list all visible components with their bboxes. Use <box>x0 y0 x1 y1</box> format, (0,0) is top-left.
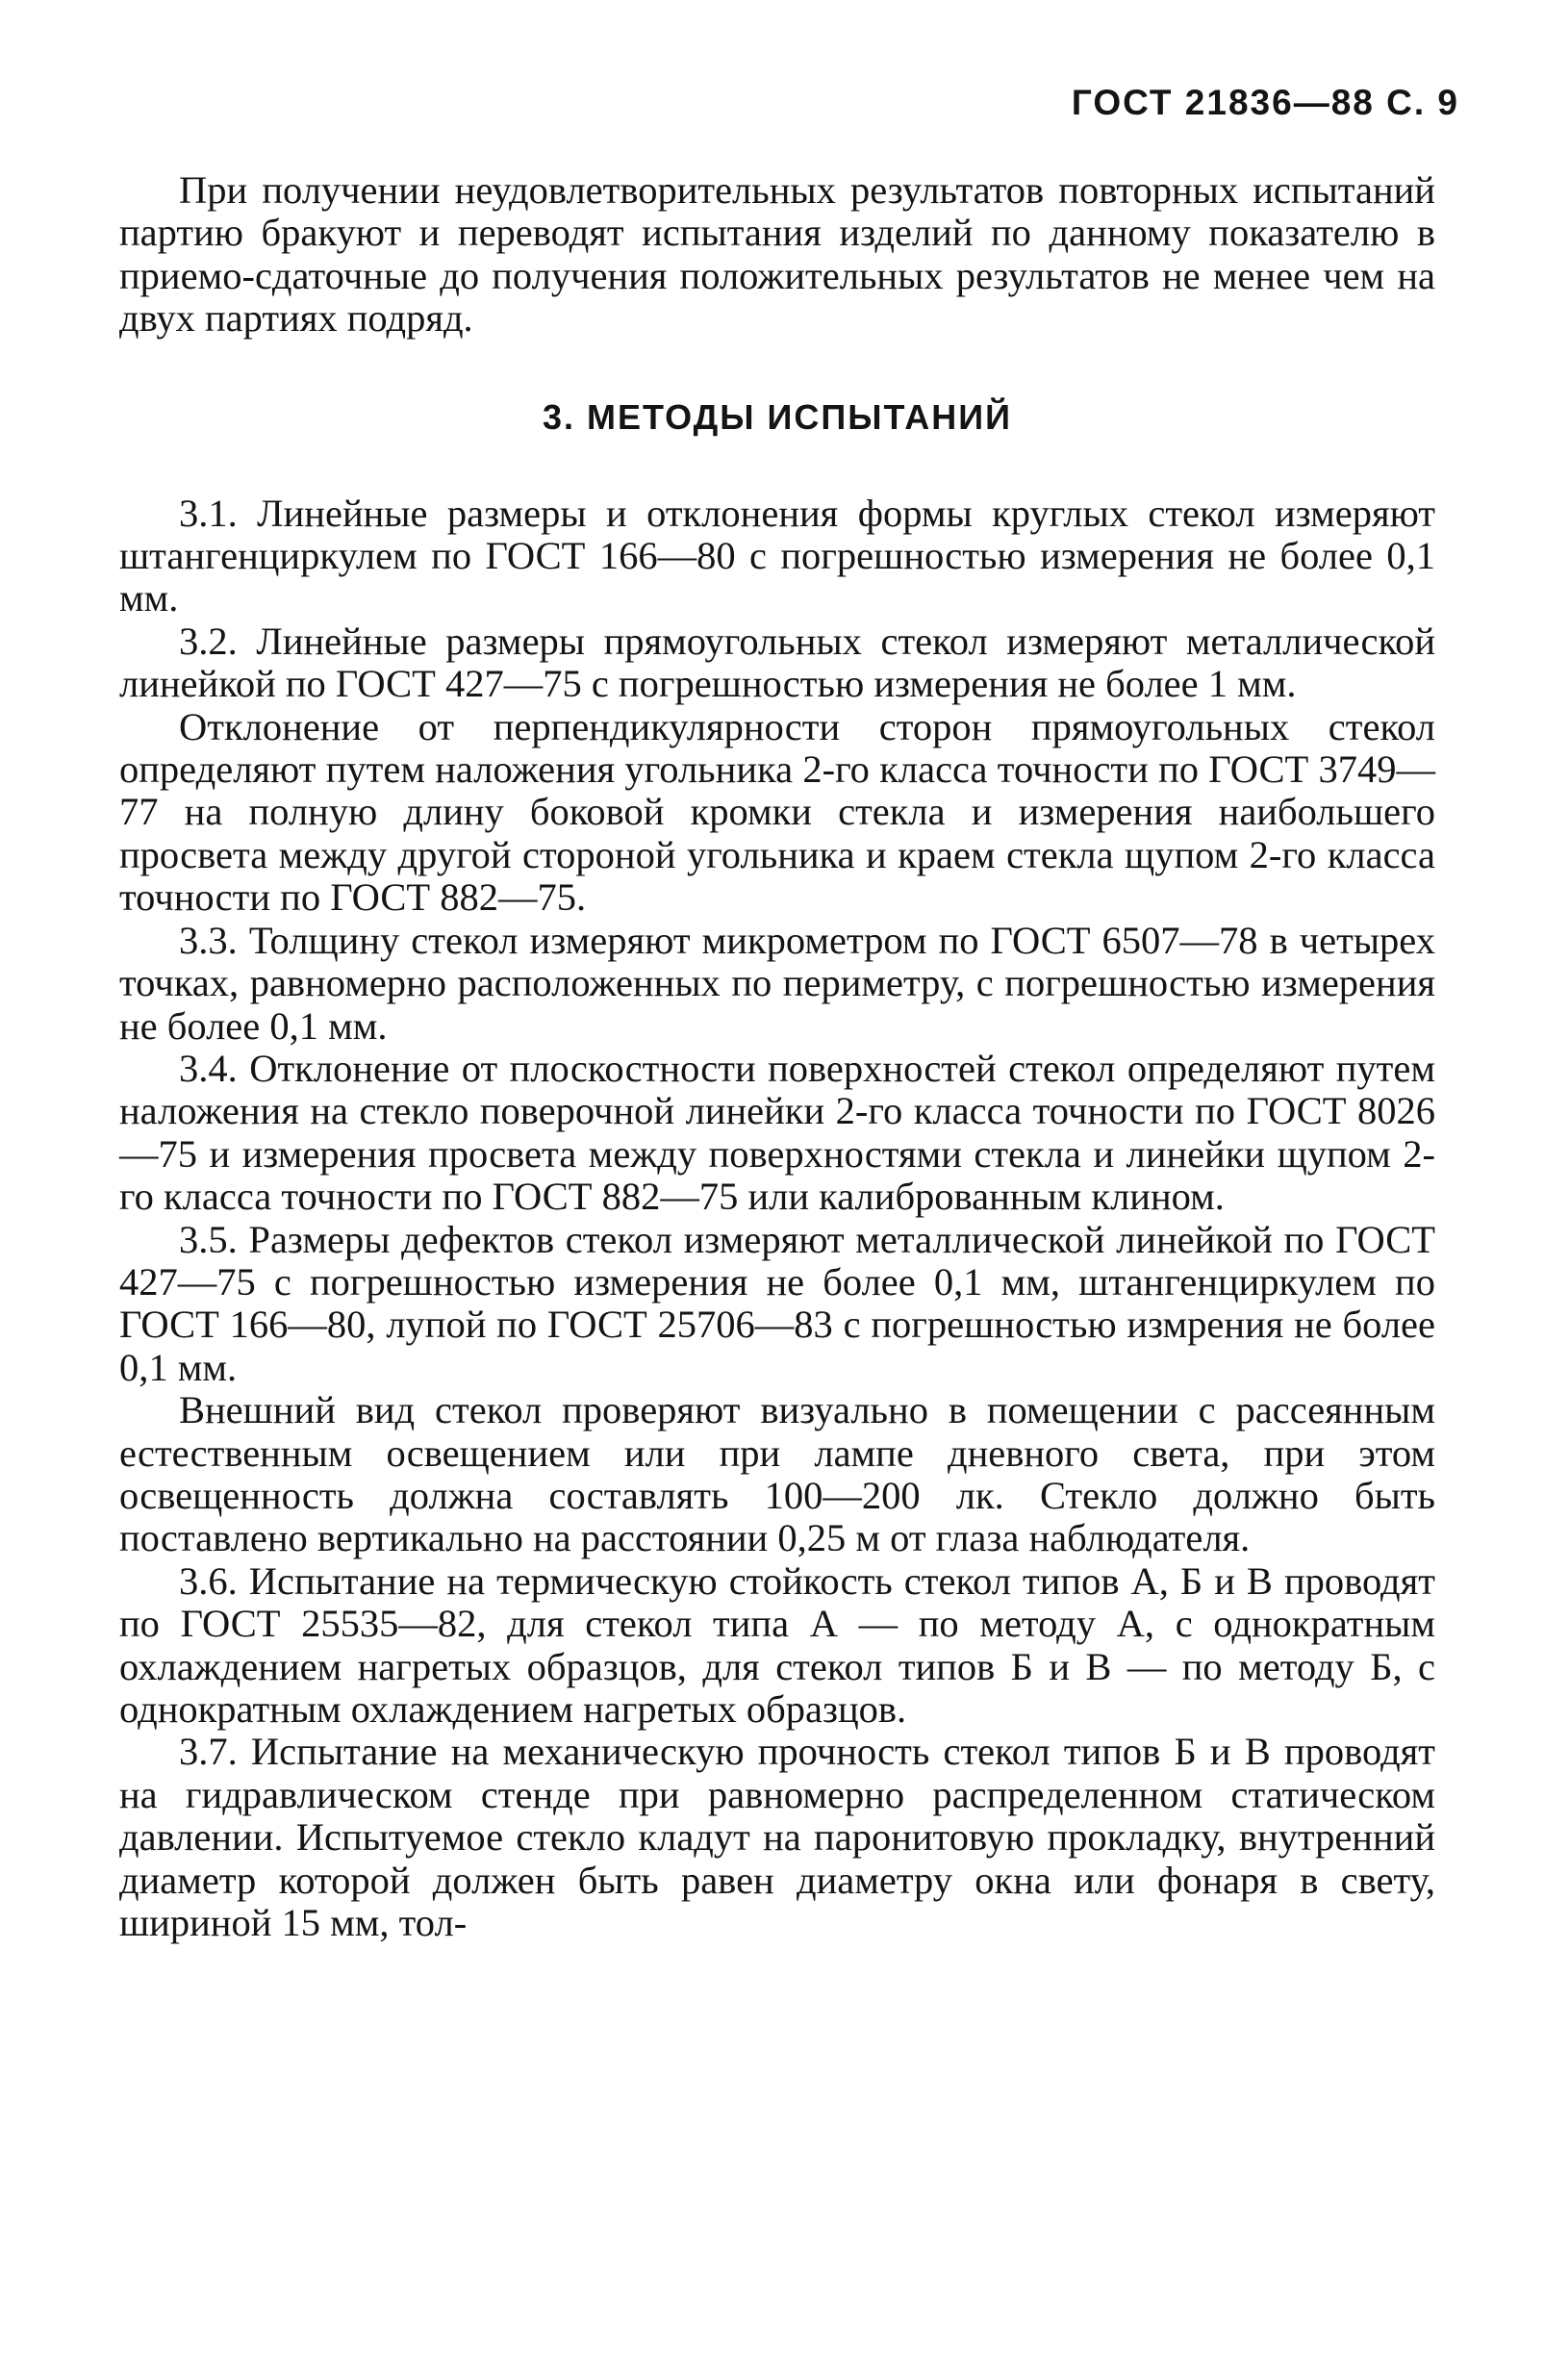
document-body <box>119 169 1435 1944</box>
paragraph-3-2: 3.2. Линейные размеры прямоугольных стекол измеряют металлической линейкой по ГОСТ 427—75 с погрешностью измерения не более 1 мм. <box>119 619 1435 706</box>
paragraph-appearance: Внешний вид стекол проверяют визуально в помещении с рассеянным естественным освещением или при лампе дневного света, при этом освещенность должна составлять 100—200 лк. Стекло должно быть поставлено вертикально на расстоянии 0,25 м от глаза наблюдателя. <box>119 1388 1435 1560</box>
intro-paragraph: При получении неудовлетворительных результатов повторных испытаний партию бракуют и переводят испытания изделий по данному показателю в приемо-сдаточные до получения положительных результатов не менее чем на двух партиях подряд. <box>119 168 1435 341</box>
paragraph-3-1: 3.1. Линейные размеры и отклонения формы круглых стекол измеряют штангенциркулем по ГОСТ 166—80 с погрешностью измерения не более 0,1 мм. <box>119 491 1435 620</box>
section-heading: 3. МЕТОДЫ ИСПЫТАНИЙ <box>543 396 1012 437</box>
paragraph-3-5: 3.5. Размеры дефектов стекол измеряют металлической линейкой по ГОСТ 427—75 с погрешностью измерения не более 0,1 мм, штангенциркулем по ГОСТ 166—80, лупой по ГОСТ 25706—83 с погрешностью измрения не более 0,1 мм. <box>119 1217 1435 1389</box>
paragraph-perpendicularity: Отклонение от перпендикулярности сторон прямоугольных стекол определяют путем наложения угольника 2-го класса точности по ГОСТ 3749—77 на полную длину боковой кромки стекла и измерения наибольшего просвета между другой стороной угольника и краем стекла щупом 2-го класса точности по ГОСТ 882—75. <box>119 704 1435 920</box>
running-header: ГОСТ 21836—88 С. 9 <box>1071 83 1459 122</box>
paragraph-3-3: 3.3. Толщину стекол измеряют микрометром по ГОСТ 6507—78 в четырех точках, равномерно расположенных по периметру, с погрешностью измерения не более 0,1 мм. <box>119 918 1435 1048</box>
paragraph-3-7: 3.7. Испытание на механическую прочность стекол типов Б и В проводят на гидравлическом стенде при равномерно распределенном статическом давлении. Испытуемое стекло кладут на паронитовую прокладку, внутренний диаметр которой должен быть равен диаметру окна или фонаря в свету, шириной 15 мм, тол- <box>119 1730 1435 1945</box>
paragraph-3-4: 3.4. Отклонение от плоскостности поверхностей стекол определяют путем наложения на стекло поверочной линейки 2-го класса точности по ГОСТ 8026—75 и измерения просвета между поверхностями стекла и линейки щупом 2-го класса точности по ГОСТ 882—75 или калиброванным клином. <box>119 1046 1435 1219</box>
paragraph-3-6: 3.6. Испытание на термическую стойкость стекол типов А, Б и В проводят по ГОСТ 25535—82, для стекол типа А — по методу А, с однократным охлаждением нагретых образцов, для стекол типов Б и В — по методу Б, с однократным охлаждением нагретых образцов. <box>119 1558 1435 1731</box>
